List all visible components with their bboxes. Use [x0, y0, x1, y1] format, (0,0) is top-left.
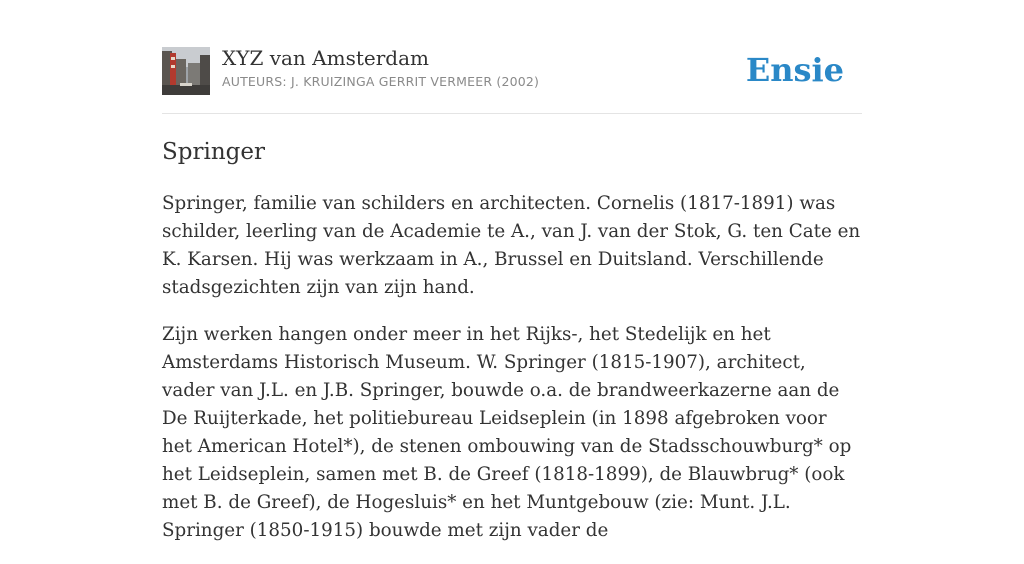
source-header — [162, 46, 862, 96]
article-body — [162, 190, 862, 564]
article-paragraph: Zijn werken hangen onder meer in het Rijks-, het Stedelijk en het Amsterdams Historisch Museum. W. Springer (1815-1907), architect, vader van J.L. en J.B. Springer, bouwde o.a. de brandweerkazerne aan de De Ruijterkade, het politiebureau Leidseplein (in 1898 afgebroken voor het American Hotel*), de stenen ombouwing van de Stadsschouwburg* op het Leidseplein, samen met B. de Greef (1818-1899), de Blauwbrug* (ook met B. de Greef), de Hogesluis* en het Muntgebouw (zie: Munt. J.L. Springer (1850-1915) bouwde met zijn vader de — [162, 324, 852, 541]
city-photo-icon — [162, 47, 210, 95]
ensie-logo[interactable]: Ensie — [745, 51, 844, 89]
article-paragraph: Springer, familie van schilders en architecten. Cornelis (1817-1891) was schilder, leerling van de Academie te A., van J. van der Stok, G. ten Cate en K. Karsen. Hij was werkzaam in A., Brussel en Duitsland. Verschillende stadsgezichten zijn van zijn hand. — [162, 193, 861, 298]
source-authors: AUTEURS: J. KRUIZINGA GERRIT VERMEER (2002) — [222, 74, 540, 89]
header-divider — [162, 113, 862, 114]
source-avatar[interactable] — [162, 47, 210, 95]
source-title[interactable]: XYZ van Amsterdam — [222, 46, 429, 70]
article-title: Springer — [162, 139, 265, 165]
